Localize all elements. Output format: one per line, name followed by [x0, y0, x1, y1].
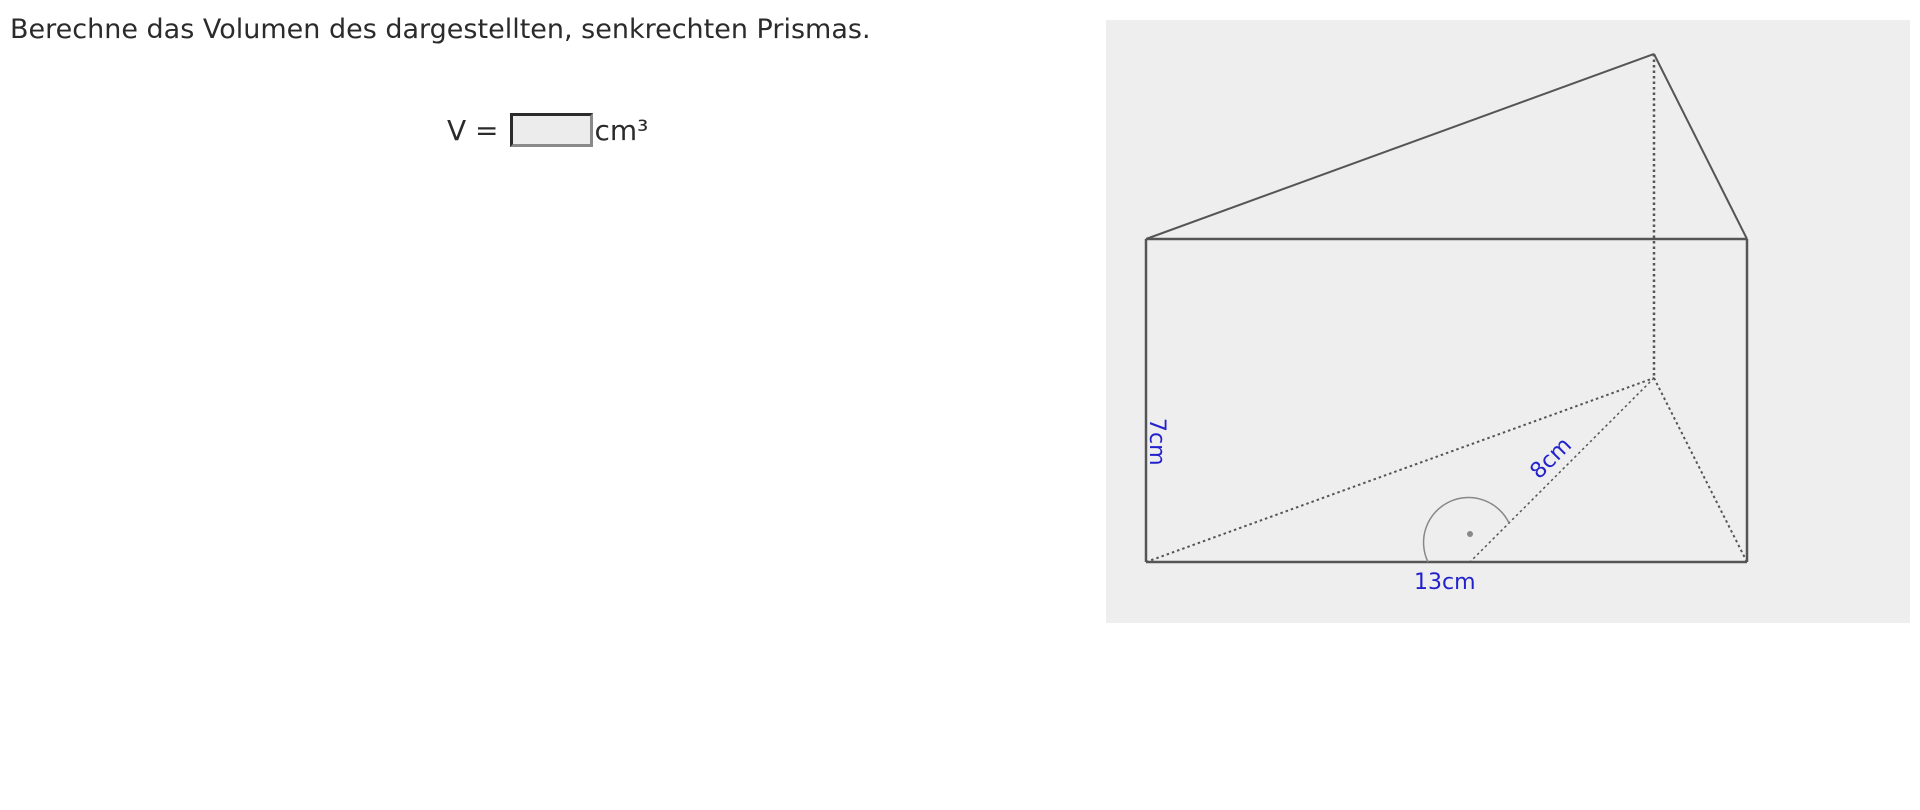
prism-edge-top-left [1146, 54, 1654, 239]
label-triangle-height: 8cm [1525, 432, 1577, 485]
right-angle-dot [1467, 531, 1473, 537]
question-text: Berechne das Volumen des dargestellten, senkrechten Prismas. [10, 14, 871, 45]
volume-unit: cm³ [594, 113, 649, 147]
prism-figure [1106, 20, 1910, 623]
right-angle-arc [1424, 498, 1509, 562]
volume-label: V = [447, 113, 499, 147]
prism-hidden-height-line [1470, 378, 1654, 562]
label-base: 13cm [1414, 570, 1476, 595]
volume-answer-input[interactable] [510, 113, 593, 147]
volume-answer-row [447, 110, 648, 150]
prism-edge-top-right [1654, 54, 1747, 239]
prism-diagram [1106, 20, 1910, 623]
prism-hidden-edge-bottom-right [1654, 378, 1747, 562]
label-height: 7cm [1144, 418, 1169, 466]
prism-hidden-edge-bottom-left [1146, 378, 1654, 562]
